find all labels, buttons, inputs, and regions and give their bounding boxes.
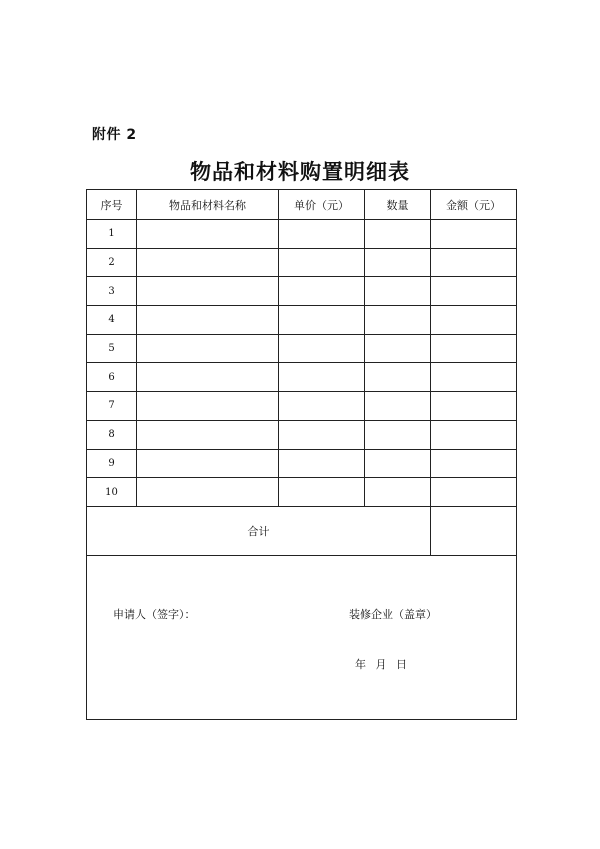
row-serial-cell: 4 xyxy=(87,306,137,335)
item-name-cell[interactable] xyxy=(137,306,279,335)
unit-price-cell[interactable] xyxy=(279,334,365,363)
row-serial-cell: 6 xyxy=(87,363,137,392)
table-row xyxy=(87,392,517,421)
unit-price-cell[interactable] xyxy=(279,363,365,392)
table-row xyxy=(87,363,517,392)
total-label: 合计 xyxy=(87,506,431,555)
row-serial-cell: 9 xyxy=(87,449,137,478)
quantity-cell[interactable] xyxy=(365,334,431,363)
signature-area xyxy=(87,555,517,719)
header-serial: 序号 xyxy=(87,190,137,220)
item-name-cell[interactable] xyxy=(137,449,279,478)
table-row xyxy=(87,277,517,306)
signature-row xyxy=(87,555,517,719)
unit-price-cell[interactable] xyxy=(279,277,365,306)
row-serial-cell: 10 xyxy=(87,478,137,507)
item-name-cell[interactable] xyxy=(137,277,279,306)
item-name-cell[interactable] xyxy=(137,478,279,507)
unit-price-cell[interactable] xyxy=(279,478,365,507)
item-name-cell[interactable] xyxy=(137,420,279,449)
header-amount: 金额（元） xyxy=(431,190,517,220)
quantity-cell[interactable] xyxy=(365,449,431,478)
table-row xyxy=(87,334,517,363)
quantity-cell[interactable] xyxy=(365,306,431,335)
company-seal-label: 装修企业（盖章） xyxy=(349,607,437,621)
table-row xyxy=(87,449,517,478)
quantity-cell[interactable] xyxy=(365,363,431,392)
table-row xyxy=(87,420,517,449)
unit-price-cell[interactable] xyxy=(279,220,365,249)
applicant-signature-label: 申请人（签字）： xyxy=(113,607,196,621)
unit-price-cell[interactable] xyxy=(279,248,365,277)
row-serial-cell: 8 xyxy=(87,420,137,449)
table-row xyxy=(87,306,517,335)
amount-cell[interactable] xyxy=(431,363,517,392)
item-name-cell[interactable] xyxy=(137,334,279,363)
total-row xyxy=(87,506,517,555)
table-row xyxy=(87,220,517,249)
header-quantity: 数量 xyxy=(365,190,431,220)
row-serial-cell: 7 xyxy=(87,392,137,421)
amount-cell[interactable] xyxy=(431,248,517,277)
unit-price-cell[interactable] xyxy=(279,449,365,478)
header-unit-price: 单价（元） xyxy=(279,190,365,220)
row-serial-cell: 3 xyxy=(87,277,137,306)
row-serial-cell: 2 xyxy=(87,248,137,277)
attachment-label: 附件 2 xyxy=(92,127,137,143)
item-name-cell[interactable] xyxy=(137,220,279,249)
amount-cell[interactable] xyxy=(431,277,517,306)
table-row xyxy=(87,478,517,507)
table-row xyxy=(87,248,517,277)
row-serial-cell: 5 xyxy=(87,334,137,363)
amount-cell[interactable] xyxy=(431,478,517,507)
quantity-cell[interactable] xyxy=(365,277,431,306)
amount-cell[interactable] xyxy=(431,220,517,249)
amount-cell[interactable] xyxy=(431,420,517,449)
unit-price-cell[interactable] xyxy=(279,392,365,421)
quantity-cell[interactable] xyxy=(365,248,431,277)
quantity-cell[interactable] xyxy=(365,392,431,421)
header-item-name: 物品和材料名称 xyxy=(137,190,279,220)
page-title: 物品和材料购置明细表 xyxy=(190,160,410,184)
unit-price-cell[interactable] xyxy=(279,420,365,449)
item-name-cell[interactable] xyxy=(137,363,279,392)
total-amount-cell[interactable] xyxy=(431,506,517,555)
amount-cell[interactable] xyxy=(431,449,517,478)
amount-cell[interactable] xyxy=(431,392,517,421)
quantity-cell[interactable] xyxy=(365,478,431,507)
table-header-row xyxy=(87,190,517,220)
quantity-cell[interactable] xyxy=(365,220,431,249)
amount-cell[interactable] xyxy=(431,306,517,335)
amount-cell[interactable] xyxy=(431,334,517,363)
item-name-cell[interactable] xyxy=(137,248,279,277)
purchase-detail-table xyxy=(86,189,517,720)
quantity-cell[interactable] xyxy=(365,420,431,449)
date-label: 年 月 日 xyxy=(355,657,407,671)
row-serial-cell: 1 xyxy=(87,220,137,249)
unit-price-cell[interactable] xyxy=(279,306,365,335)
item-name-cell[interactable] xyxy=(137,392,279,421)
